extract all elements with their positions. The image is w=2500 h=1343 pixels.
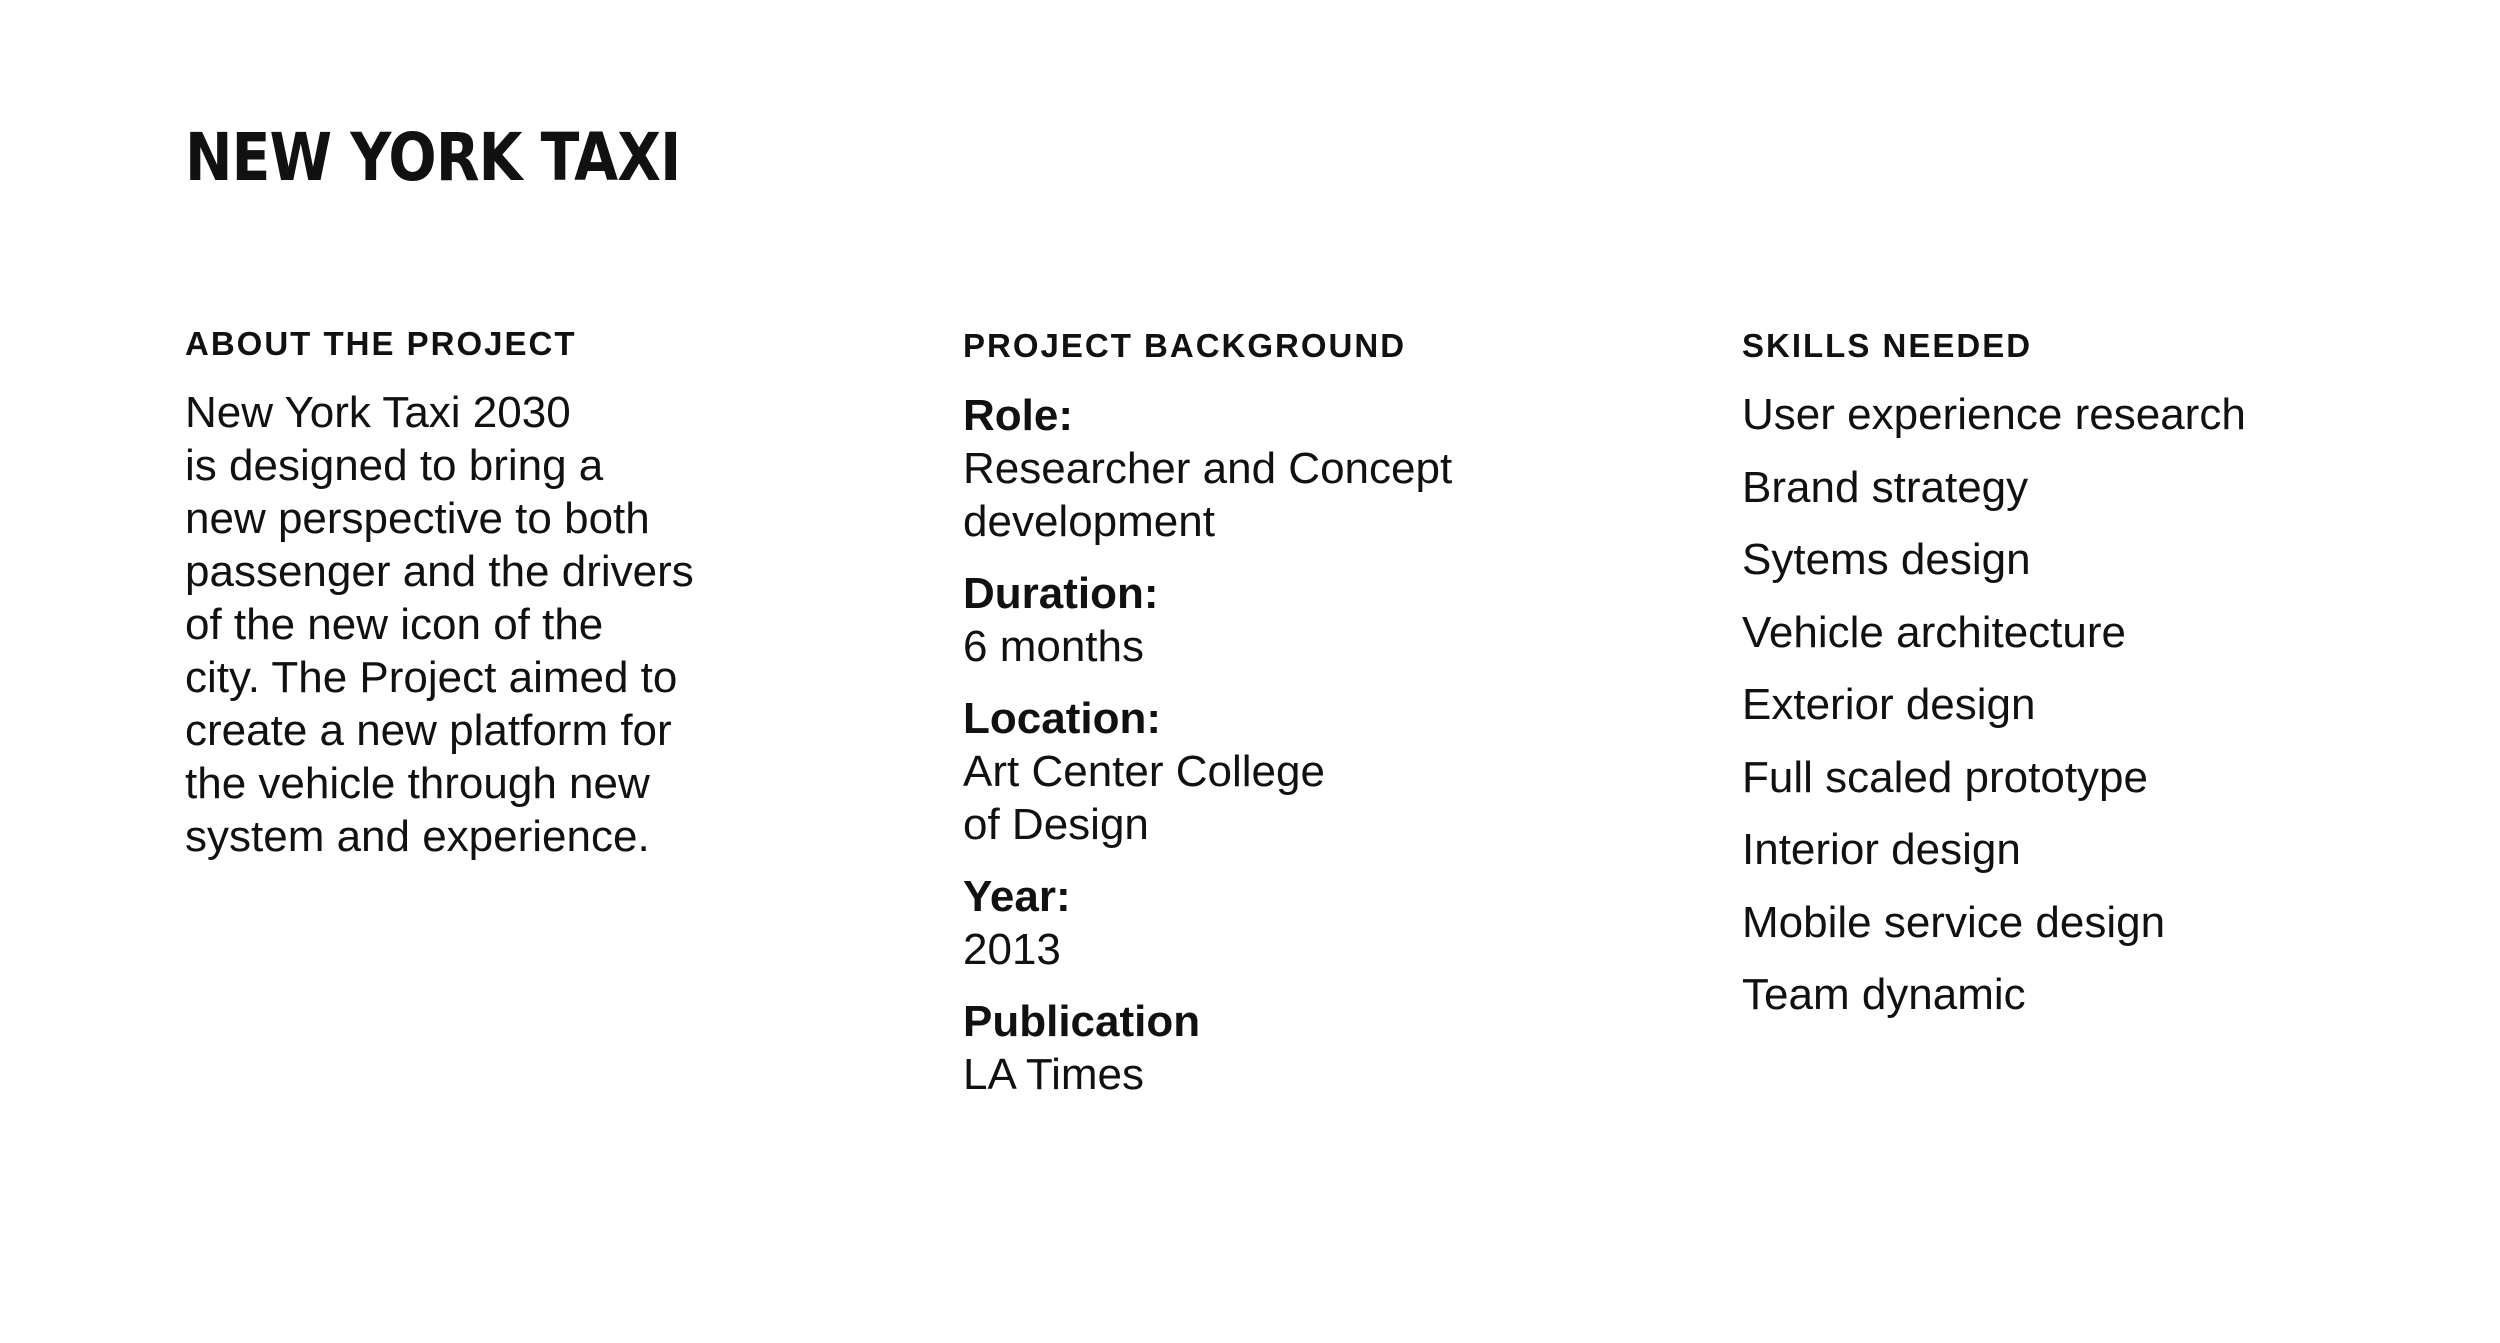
publication-value: LA Times: [963, 1050, 1144, 1099]
skill-item: Full scaled prototype: [1742, 752, 2148, 802]
duration-value: 6 months: [963, 622, 1144, 671]
location-value: Art Center College of Design: [963, 747, 1325, 849]
duration-item: [963, 567, 1623, 673]
publication-label: Publication: [963, 997, 1201, 1046]
duration-label: Duration:: [963, 569, 1159, 618]
location-item: [963, 692, 1623, 851]
role-value: Researcher and Concept development: [963, 444, 1453, 546]
skill-item: User experience research: [1742, 390, 2246, 439]
background-heading: PROJECT BACKGROUND: [963, 327, 1407, 364]
skill-item: Sytems design: [1742, 535, 2031, 584]
skill-item: Exterior design: [1742, 680, 2036, 729]
background-list: [963, 389, 1623, 1120]
skill-item: Brand strategy: [1742, 462, 2029, 512]
publication-item: [963, 995, 1623, 1101]
skill-item: Mobile service design: [1742, 897, 2166, 947]
about-heading: ABOUT THE PROJECT: [185, 325, 577, 362]
year-label: Year:: [963, 872, 1071, 921]
location-label: Location:: [963, 694, 1161, 743]
role-item: [963, 389, 1623, 548]
role-label: Role:: [963, 391, 1073, 440]
skill-item: Interior design: [1742, 825, 2021, 874]
about-text: New York Taxi 2030 is designed to bring a new perspective to both passenger and the drivers of the new icon of the city. The Project aimed to create a new platform for the vehicle through new system and experience.: [185, 388, 694, 861]
year-item: [963, 870, 1623, 976]
skill-item: Vehicle architecture: [1742, 607, 2126, 657]
year-value: 2013: [963, 925, 1061, 974]
skill-item: Team dynamic: [1742, 970, 2026, 1019]
skills-heading: SKILLS NEEDED: [1742, 327, 2033, 364]
page-title: NEW YORK TAXI: [185, 119, 681, 196]
skills-list: [1742, 388, 2246, 1041]
